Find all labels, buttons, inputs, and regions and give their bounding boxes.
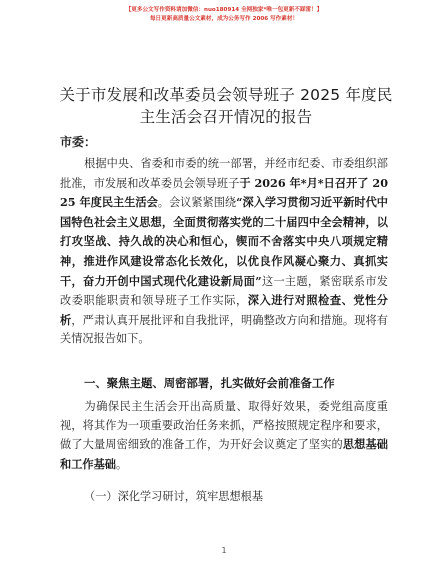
paragraph-1-bold-theme: “深入学习贯彻习近平新时代中国特色社会主义思想，全面贯彻落实党的二十届四中全会精神，以打攻坚战、持久战的决心和恒心，锲而不舍落实中央八项规定精神，推进作风建设常态化长效化，以优良作风凝心聚力、真抓实干，奋力开创中国式现代化建设新局面” [60, 195, 388, 288]
page-number: 1 [221, 546, 227, 555]
document-title: 关于市发展和改革委员会领导班子 2025 年度民主生活会召开情况的报告 [59, 86, 393, 126]
paragraph-1-lead: 根据中央、省委和市委的统一部署，并经市纪委、市委组织部批准，市发展和改革委员会领导班子 [60, 157, 388, 190]
paragraph-1-bold-analysis: 深入进行对照检查、党性分析 [60, 293, 388, 327]
promo-banner [0, 6, 448, 24]
banner-line-2: 每日更新高质量公文素材，成为公务写作 2006 写作素材！ [149, 16, 299, 22]
paragraph-1-tail: ，严肃认真开展批评和自我批评，明确整改方向和措施。现将有关情况报告如下。 [60, 313, 388, 346]
banner-line-1: 【更多公文写作资料请加微信：nuo180914 全网独家*唯一包更新不踩雷！】 [125, 7, 323, 13]
section-heading-1: 一、聚焦主题、周密部署，扎实做好会前准备工作 [84, 376, 335, 390]
paragraph-1-bold-date: 于 2026 年*月*日召开了 2025 年度民主生活会 [60, 175, 388, 210]
paragraph-2-lead: 为确保民主生活会开出高质量、取得好效果，委党组高度重视，将其作为一项重要政治任务来抓，严格按照规定程序和要求，做了大量周密细致的准备工作，为开好会议奠定了坚实的 [60, 400, 388, 452]
sub-heading-1: （一）深化学习研讨，筑牢思想根基 [84, 490, 264, 503]
paragraph-2 [60, 398, 388, 474]
paragraph-1-mid-1: 。会议紧紧围绕 [157, 196, 237, 210]
paragraph-2-bold: 思想基础和工作基础 [60, 437, 388, 471]
paragraph-1 [60, 155, 388, 349]
salutation: 市委： [60, 135, 97, 149]
paragraph-1-mid-2: 这一主题，紧密联系市发改委职能职责和领导班子工作实际， [60, 274, 388, 308]
paragraph-2-tail: 。 [115, 457, 128, 471]
